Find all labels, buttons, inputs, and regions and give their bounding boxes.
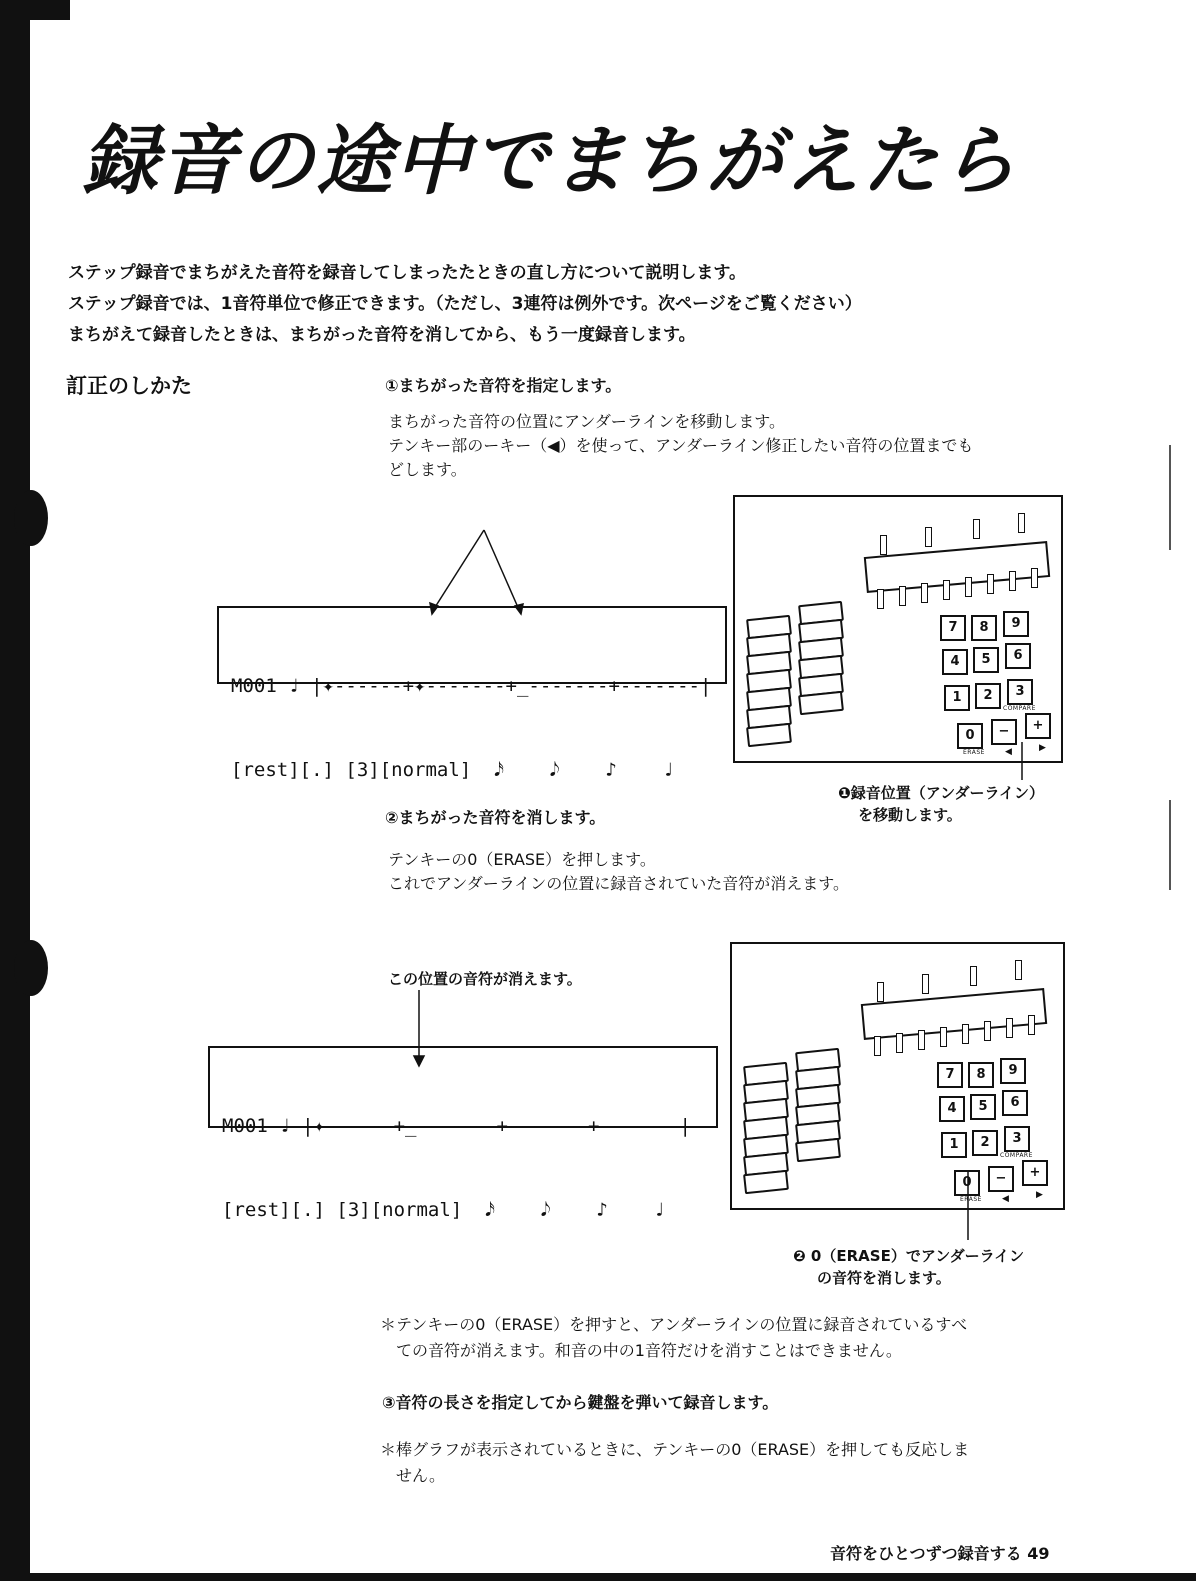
- intro-line: ステップ録音でまちがえた音符を録音してしまったたときの直し方について説明します。: [68, 263, 746, 283]
- note-line: ての音符が消えます。和音の中の1音符だけを消すことはできません。: [396, 1341, 902, 1360]
- intro-line: まちがえて録音したときは、まちがった音符を消してから、もう一度録音します。: [68, 325, 696, 345]
- keypad-key: 4: [942, 649, 968, 675]
- keypad-key: 2: [975, 683, 1001, 709]
- erase-position-label: この位置の音符が消えます。: [388, 970, 582, 988]
- keypad-key: 9: [1000, 1058, 1026, 1084]
- right-arrow: ▶: [1036, 1190, 1044, 1200]
- step2-heading: ②まちがった音符を消します。: [385, 808, 606, 827]
- keypad-key: 2: [972, 1130, 998, 1156]
- caption-line: ❶録音位置（アンダーライン）: [838, 784, 1045, 802]
- lcd-line: M001 ♩ |✦------+✦-------+_-------+-------|: [231, 675, 712, 697]
- keypad-key: 9: [1003, 611, 1029, 637]
- keypad-key: 6: [1002, 1090, 1028, 1116]
- keypad-key-zero: 0: [957, 723, 983, 749]
- keypad-key-minus: −: [988, 1166, 1014, 1192]
- compare-label: COMPARE: [1000, 1152, 1033, 1159]
- keypad-key: 5: [973, 647, 999, 673]
- step3-heading: ③音符の長さを指定してから鍵盤を弾いて録音します。: [382, 1393, 779, 1412]
- keypad-key: 1: [944, 685, 970, 711]
- left-arrow: ◀: [1005, 747, 1013, 757]
- step2-body-line: これでアンダーラインの位置に録音されていた音符が消えます。: [388, 874, 849, 893]
- keypad-key: 3: [1004, 1126, 1030, 1152]
- keypad-key: 8: [971, 615, 997, 641]
- compare-label: COMPARE: [1003, 705, 1036, 712]
- step1-body-line: どします。: [388, 460, 467, 479]
- keypad-key: 7: [940, 615, 966, 641]
- step1-body-line: テンキー部のーキー（◀）を使って、アンダーライン修正したい音符の位置までも: [388, 436, 974, 455]
- page-footer: 音符をひとつずつ録音する 49: [830, 1544, 1050, 1563]
- erase-label: ERASE: [960, 1196, 982, 1203]
- keypad-key-zero: 0: [954, 1170, 980, 1196]
- note-line: せん。: [396, 1466, 445, 1485]
- step1-body-line: まちがった音符の位置にアンダーラインを移動します。: [388, 412, 785, 431]
- keypad-key: 8: [968, 1062, 994, 1088]
- caption-line: ❷ 0（ERASE）でアンダーライン: [793, 1247, 1025, 1265]
- caption-line: の音符を消します。: [817, 1269, 951, 1287]
- keypad-key: 7: [937, 1062, 963, 1088]
- keypad-key: 6: [1005, 643, 1031, 669]
- section-heading: 訂正のしかた: [66, 374, 192, 398]
- pointer-line: [484, 530, 520, 612]
- arrow-head: [515, 604, 523, 614]
- keypad-key: 3: [1007, 679, 1033, 705]
- arrow-head: [414, 1056, 424, 1066]
- keypad-key: 1: [941, 1132, 967, 1158]
- pointer-line: [432, 530, 484, 612]
- keypad-key-plus: +: [1025, 713, 1051, 739]
- lcd-line: M001 ♩ |✦------+_-------+-------+-------|: [222, 1115, 691, 1137]
- right-arrow: ▶: [1039, 743, 1047, 753]
- lcd-line: [rest][.] [3][normal] 𝅘𝅥𝅯 𝅘𝅥𝅮 ♪ ♩: [231, 759, 675, 781]
- keypad-key: 4: [939, 1096, 965, 1122]
- note-line: ＊テンキーの0（ERASE）を押すと、アンダーラインの位置に録音されているすべ: [380, 1315, 968, 1334]
- caption-line: を移動します。: [858, 806, 962, 824]
- lcd-line: [rest][.] [3][normal] 𝅘𝅥𝅯 𝅘𝅥𝅮 ♪ ♩: [222, 1199, 666, 1221]
- note-line: ＊棒グラフが表示されているときに、テンキーの0（ERASE）を押しても反応しま: [380, 1440, 970, 1459]
- page-title: 録音の途中でまちがえたら: [82, 116, 1018, 205]
- left-arrow: ◀: [1002, 1194, 1010, 1204]
- intro-line: ステップ録音では、1音符単位で修正できます。（ただし、3連符は例外です。次ページをご覧ください）: [68, 294, 862, 314]
- step1-heading: ①まちがった音符を指定します。: [385, 376, 622, 395]
- erase-label: ERASE: [963, 749, 985, 756]
- keypad-key: 5: [970, 1094, 996, 1120]
- step2-body-line: テンキーの0（ERASE）を押します。: [388, 850, 656, 869]
- keypad-key-plus: +: [1022, 1160, 1048, 1186]
- keypad-key-minus: −: [991, 719, 1017, 745]
